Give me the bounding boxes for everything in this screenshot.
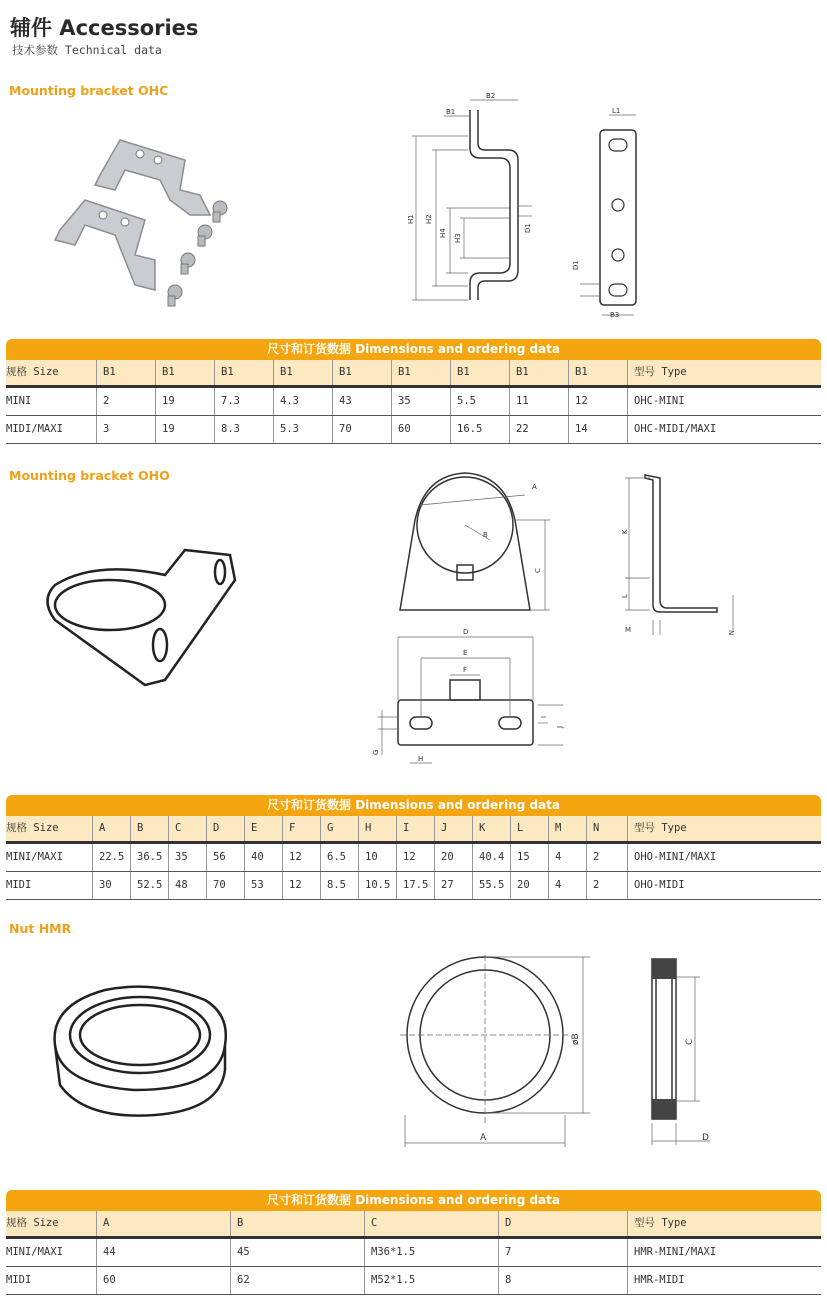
- table-cell: OHC-MINI: [627, 388, 821, 415]
- hmr-label-c: C: [685, 1038, 695, 1045]
- ohc-col-b1: B1: [568, 360, 627, 385]
- table-cell: 12: [282, 872, 320, 899]
- table-cell: 8.5: [320, 872, 358, 899]
- oho-side-drawing: [605, 470, 745, 640]
- ohc-col-b1: B1: [332, 360, 391, 385]
- hmr-front-drawing: [395, 955, 595, 1150]
- oho-label-j: J: [556, 725, 564, 728]
- table-row: [6, 872, 821, 900]
- table-cell: 56: [206, 844, 244, 871]
- table-cell: 10.5: [358, 872, 396, 899]
- table-cell: MIDI: [6, 1274, 32, 1286]
- table-row: [6, 844, 821, 872]
- ohc-label-d1-front: D1: [572, 260, 580, 270]
- table-cell: HMR-MINI/MAXI: [627, 1239, 821, 1266]
- table-cell: MINI/MAXI: [6, 851, 63, 863]
- ohc-col-size: 规格 Size: [6, 366, 59, 378]
- table-cell: HMR-MIDI: [627, 1267, 821, 1294]
- oho-label-b: B: [483, 531, 488, 539]
- table-cell: 36.5: [130, 844, 168, 871]
- table-cell: 12: [282, 844, 320, 871]
- oho-col-j: J: [434, 816, 472, 841]
- table-cell: 20: [434, 844, 472, 871]
- hmr-col-size: 规格 Size: [6, 1217, 59, 1229]
- page-subtitle: 技术参数 Technical data: [12, 43, 162, 57]
- oho-front-drawing: [385, 465, 570, 615]
- oho-col-i: I: [396, 816, 434, 841]
- hmr-table: [6, 1190, 821, 1295]
- table-cell: 4.3: [273, 388, 332, 415]
- ohc-table-header-row: [6, 360, 821, 388]
- oho-col-a: A: [92, 816, 130, 841]
- hmr-col-c: C: [364, 1211, 498, 1236]
- table-cell: MIDI/MAXI: [6, 423, 63, 435]
- table-cell: 4: [548, 872, 586, 899]
- hmr-col-d: D: [498, 1211, 627, 1236]
- ohc-col-b1: B1: [273, 360, 332, 385]
- table-cell: 40: [244, 844, 282, 871]
- oho-label-i: I: [540, 715, 548, 718]
- ohc-front-drawing: [560, 105, 650, 320]
- hmr-label-d: D: [702, 1133, 709, 1143]
- table-cell: MINI: [6, 395, 32, 407]
- table-row: [6, 416, 821, 444]
- oho-col-type: 型号 Type: [627, 816, 821, 841]
- table-cell: 6.5: [320, 844, 358, 871]
- oho-col-l: L: [510, 816, 548, 841]
- table-cell: 60: [96, 1267, 230, 1294]
- oho-table: [6, 795, 821, 900]
- table-cell: 62: [230, 1267, 364, 1294]
- section-title-ohc: Mounting bracket OHC: [9, 83, 169, 98]
- table-row: [6, 1239, 821, 1267]
- ohc-side-drawing: [400, 88, 550, 313]
- oho-col-m: M: [548, 816, 586, 841]
- table-cell: 2: [586, 872, 627, 899]
- ohc-label-d1: D1: [524, 223, 532, 233]
- ohc-col-b1: B1: [509, 360, 568, 385]
- oho-col-size: 规格 Size: [6, 822, 59, 834]
- table-cell: 60: [391, 416, 450, 443]
- table-cell: 8: [498, 1267, 627, 1294]
- hmr-side-drawing: [630, 955, 720, 1150]
- oho-col-b: B: [130, 816, 168, 841]
- ohc-table: [6, 339, 821, 444]
- table-cell: 5.3: [273, 416, 332, 443]
- table-cell: 19: [155, 388, 214, 415]
- table-cell: 27: [434, 872, 472, 899]
- table-cell: 7: [498, 1239, 627, 1266]
- oho-label-h: H: [418, 755, 424, 763]
- table-cell: M52*1.5: [364, 1267, 498, 1294]
- oho-col-d: D: [206, 816, 244, 841]
- table-cell: 48: [168, 872, 206, 899]
- table-cell: 17.5: [396, 872, 434, 899]
- ohc-label-h3: H3: [454, 233, 462, 243]
- hmr-label-b: øB: [571, 1033, 581, 1045]
- table-cell: 3: [96, 416, 155, 443]
- oho-col-n: N: [586, 816, 627, 841]
- table-cell: 20: [510, 872, 548, 899]
- ohc-col-b1: B1: [391, 360, 450, 385]
- table-cell: 52.5: [130, 872, 168, 899]
- table-cell: 44: [96, 1239, 230, 1266]
- oho-label-d: D: [463, 628, 469, 636]
- hmr-nut-illustration: [45, 975, 235, 1125]
- oho-label-l: L: [621, 594, 629, 598]
- table-cell: 14: [568, 416, 627, 443]
- table-cell: 11: [509, 388, 568, 415]
- oho-bracket-illustration: [35, 540, 245, 690]
- table-cell: 40.4: [472, 844, 510, 871]
- table-cell: MINI/MAXI: [6, 1246, 63, 1258]
- ohc-col-b1: B1: [96, 360, 155, 385]
- oho-table-caption: 尺寸和订货数据 Dimensions and ordering data: [6, 795, 821, 816]
- table-cell: OHO-MINI/MAXI: [627, 844, 821, 871]
- ohc-label-h4: H4: [439, 228, 447, 238]
- hmr-col-type: 型号 Type: [627, 1211, 821, 1236]
- ohc-col-b1: B1: [155, 360, 214, 385]
- ohc-label-b1: B1: [446, 108, 456, 116]
- oho-label-n: N: [727, 630, 735, 636]
- table-cell: 15: [510, 844, 548, 871]
- section-title-oho: Mounting bracket OHO: [9, 468, 170, 483]
- table-row: [6, 1267, 821, 1295]
- hmr-table-caption: 尺寸和订货数据 Dimensions and ordering data: [6, 1190, 821, 1211]
- section-title-hmr: Nut HMR: [9, 921, 72, 936]
- oho-col-g: G: [320, 816, 358, 841]
- table-cell: 12: [568, 388, 627, 415]
- oho-label-m: M: [625, 626, 632, 634]
- oho-col-f: F: [282, 816, 320, 841]
- ohc-col-b1: B1: [214, 360, 273, 385]
- table-cell: 22.5: [92, 844, 130, 871]
- hmr-table-header-row: [6, 1211, 821, 1239]
- oho-label-k: K: [621, 529, 629, 534]
- hmr-col-b: B: [230, 1211, 364, 1236]
- table-cell: 2: [96, 388, 155, 415]
- table-cell: 22: [509, 416, 568, 443]
- table-row: [6, 388, 821, 416]
- oho-col-c: C: [168, 816, 206, 841]
- ohc-label-h2: H2: [425, 214, 433, 224]
- hmr-label-a: A: [480, 1133, 487, 1143]
- ohc-label-b2: B2: [486, 92, 496, 100]
- table-cell: 8.3: [214, 416, 273, 443]
- table-cell: OHO-MIDI: [627, 872, 821, 899]
- table-cell: 55.5: [472, 872, 510, 899]
- table-cell: 53: [244, 872, 282, 899]
- ohc-label-l1: L1: [612, 107, 621, 115]
- table-cell: 5.5: [450, 388, 509, 415]
- table-cell: 70: [206, 872, 244, 899]
- table-cell: 43: [332, 388, 391, 415]
- table-cell: 45: [230, 1239, 364, 1266]
- ohc-table-caption: 尺寸和订货数据 Dimensions and ordering data: [6, 339, 821, 360]
- table-cell: 12: [396, 844, 434, 871]
- table-cell: OHC-MIDI/MAXI: [627, 416, 821, 443]
- table-cell: 2: [586, 844, 627, 871]
- table-cell: MIDI: [6, 879, 32, 891]
- ohc-label-h1: H1: [407, 214, 415, 224]
- table-cell: 70: [332, 416, 391, 443]
- oho-col-k: K: [472, 816, 510, 841]
- table-cell: 16.5: [450, 416, 509, 443]
- table-cell: 7.3: [214, 388, 273, 415]
- hmr-col-a: A: [96, 1211, 230, 1236]
- oho-label-f: F: [463, 666, 468, 674]
- oho-label-g: G: [372, 749, 380, 755]
- oho-label-a: A: [532, 483, 537, 491]
- table-cell: 4: [548, 844, 586, 871]
- oho-top-drawing: [368, 625, 573, 770]
- table-cell: 30: [92, 872, 130, 899]
- oho-col-e: E: [244, 816, 282, 841]
- table-cell: 35: [391, 388, 450, 415]
- ohc-label-b3: B3: [610, 311, 620, 319]
- oho-col-h: H: [358, 816, 396, 841]
- oho-label-e: E: [463, 649, 468, 657]
- table-cell: 19: [155, 416, 214, 443]
- oho-label-c: C: [534, 568, 542, 573]
- oho-table-header-row: [6, 816, 821, 844]
- ohc-bracket-photo: [30, 120, 250, 315]
- ohc-col-b1: B1: [450, 360, 509, 385]
- ohc-col-type: 型号 Type: [627, 360, 821, 385]
- table-cell: 10: [358, 844, 396, 871]
- table-cell: M36*1.5: [364, 1239, 498, 1266]
- page-title: 辅件 Accessories: [10, 16, 199, 40]
- table-cell: 35: [168, 844, 206, 871]
